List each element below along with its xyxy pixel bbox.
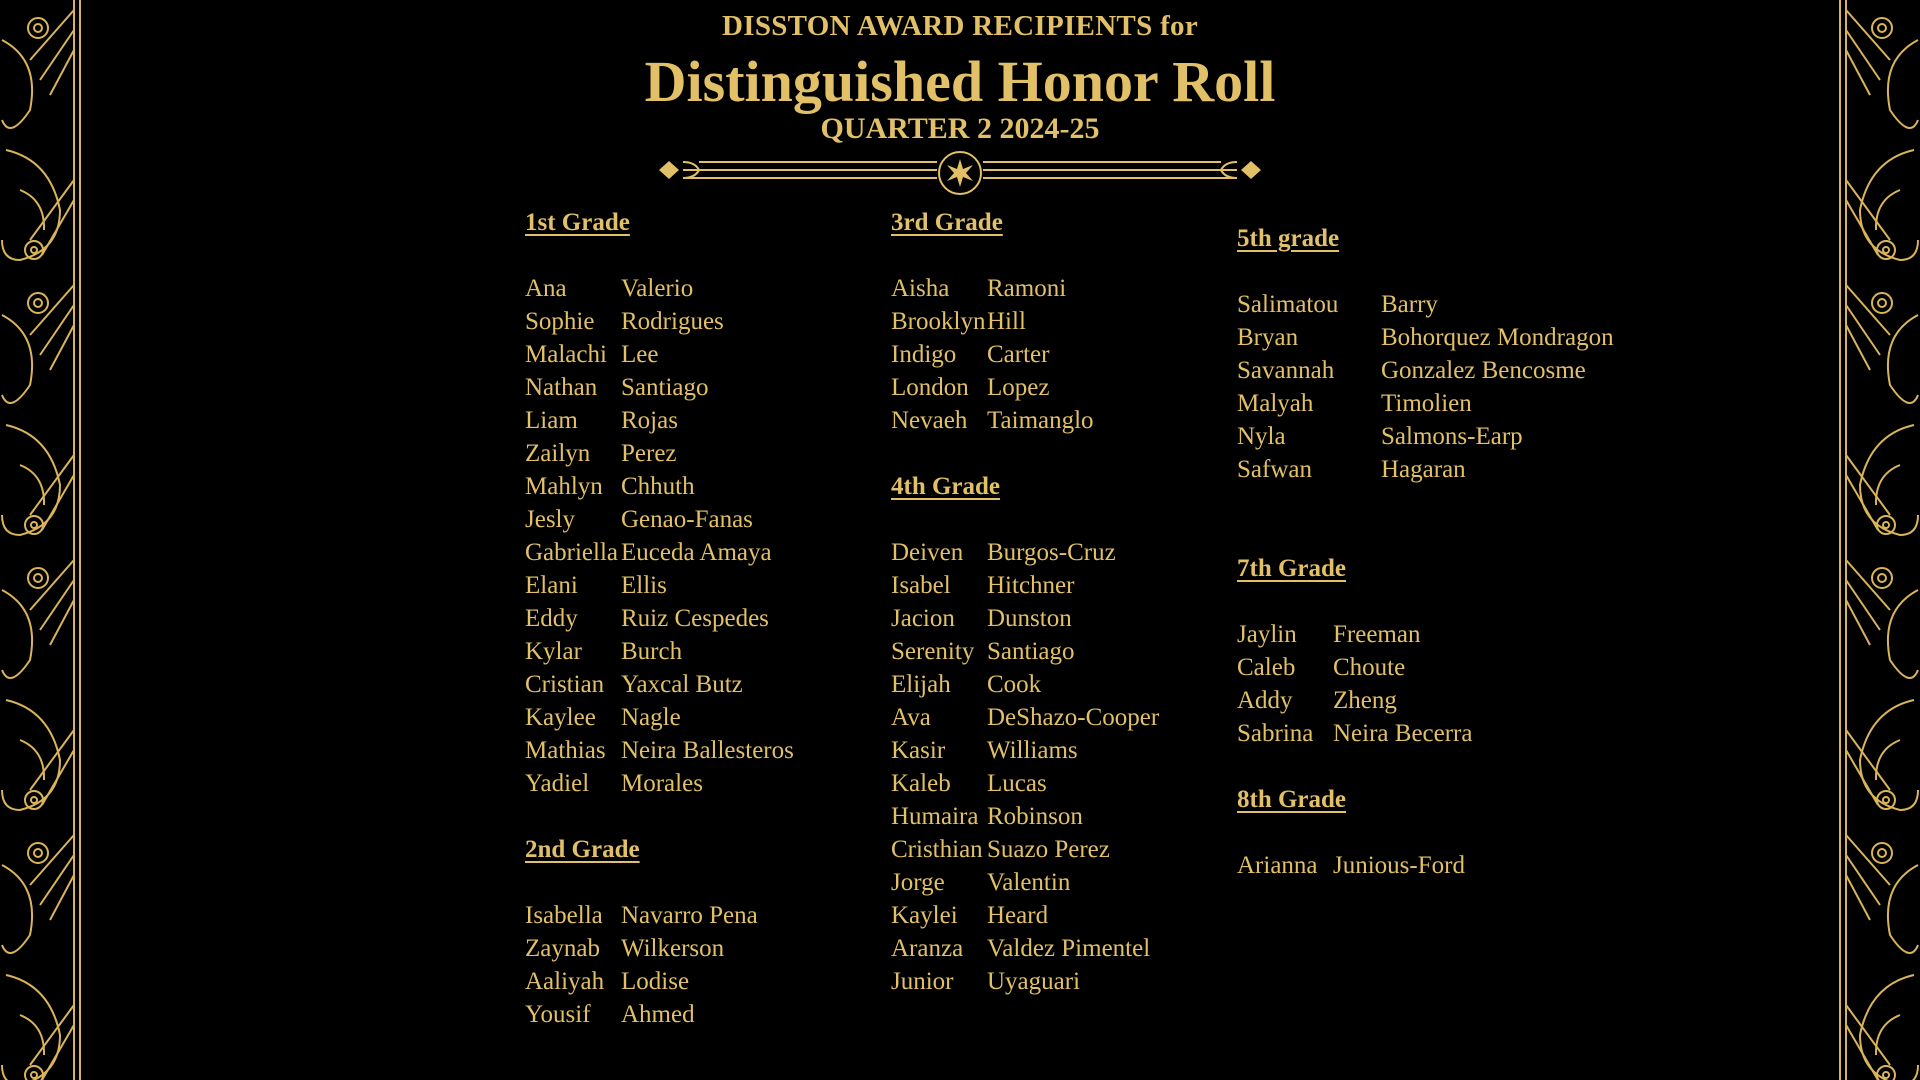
student-last-name: Neira Ballesteros — [621, 737, 794, 764]
student-row — [1237, 387, 1614, 420]
student-row — [891, 404, 1159, 437]
student-first-name: Zaynab — [525, 935, 600, 962]
student-row — [525, 569, 794, 602]
grade-section-4th — [891, 470, 1159, 998]
student-last-name: Valdez Pimentel — [987, 935, 1151, 962]
student-list — [891, 536, 1159, 998]
ornamental-divider — [655, 150, 1265, 196]
student-row — [1237, 651, 1614, 684]
student-first-name: Cristian — [525, 671, 605, 698]
student-last-name: Ellis — [621, 572, 667, 599]
student-last-name: DeShazo-Cooper — [987, 704, 1160, 731]
student-row — [891, 338, 1159, 371]
student-row — [1237, 420, 1614, 453]
student-row — [525, 899, 794, 932]
student-last-name: Williams — [987, 737, 1078, 764]
student-row — [891, 833, 1159, 866]
student-row — [525, 470, 794, 503]
student-last-name: Timolien — [1381, 390, 1472, 417]
student-last-name: Bohorquez Mondragon — [1381, 324, 1614, 351]
student-first-name: Bryan — [1237, 324, 1299, 351]
student-row — [1237, 849, 1614, 882]
student-first-name: Yadiel — [525, 770, 590, 797]
student-last-name: Rodrigues — [621, 308, 724, 335]
grade-section-3rd — [891, 206, 1159, 437]
student-row — [525, 767, 794, 800]
student-last-name: Valentin — [987, 869, 1071, 896]
student-first-name: Jacion — [891, 605, 955, 632]
student-first-name: Gabriella — [525, 539, 619, 566]
student-first-name: Salimatou — [1237, 291, 1339, 318]
student-first-name: London — [891, 374, 969, 401]
student-last-name: Hagaran — [1381, 456, 1466, 483]
column-3 — [1237, 222, 1614, 915]
student-first-name: Indigo — [891, 341, 957, 368]
student-last-name: Morales — [621, 770, 703, 797]
student-first-name: Ana — [525, 275, 567, 302]
student-first-name: Caleb — [1237, 654, 1296, 681]
pre-title-caps: DISSTON AWARD RECIPIENTS — [721, 10, 1153, 42]
student-first-name: Serenity — [891, 638, 975, 665]
student-last-name: Robinson — [987, 803, 1083, 830]
grade-heading: 7th Grade — [1237, 555, 1347, 582]
student-last-name: Hitchner — [987, 572, 1075, 599]
student-last-name: Perez — [621, 440, 677, 467]
student-last-name: Salmons-Earp — [1381, 423, 1523, 450]
student-list — [1237, 618, 1614, 750]
student-row — [1237, 321, 1614, 354]
student-first-name: Jorge — [891, 869, 945, 896]
grade-heading: 3rd Grade — [891, 209, 1003, 236]
student-first-name: Brooklyn — [891, 308, 986, 335]
student-first-name: Nathan — [525, 374, 598, 401]
student-last-name: Lopez — [987, 374, 1050, 401]
right-ornamental-border — [1836, 0, 1920, 1080]
page-subtitle: QUARTER 2 2024-25 — [820, 112, 1100, 145]
student-row — [525, 371, 794, 404]
student-row — [891, 569, 1159, 602]
student-first-name: Mathias — [525, 737, 606, 764]
grade-section-1st — [525, 206, 794, 800]
student-last-name: Carter — [987, 341, 1050, 368]
student-first-name: Yousif — [525, 1001, 591, 1028]
student-first-name: Kaylei — [891, 902, 958, 929]
student-last-name: Valerio — [621, 275, 694, 302]
student-row — [525, 437, 794, 470]
student-row — [891, 866, 1159, 899]
grade-section-5th — [1237, 222, 1614, 486]
student-first-name: Arianna — [1237, 852, 1318, 879]
student-first-name: Nyla — [1237, 423, 1286, 450]
student-row — [891, 899, 1159, 932]
student-row — [525, 305, 794, 338]
student-last-name: Santiago — [621, 374, 709, 401]
student-last-name: Burch — [621, 638, 683, 665]
student-first-name: Savannah — [1237, 357, 1335, 384]
grade-heading: 8th Grade — [1237, 786, 1347, 813]
grade-heading: 1st Grade — [525, 209, 630, 236]
student-first-name: Aisha — [891, 275, 950, 302]
student-first-name: Kasir — [891, 737, 946, 764]
student-last-name: Neira Becerra — [1333, 720, 1473, 747]
grade-section-8th — [1237, 783, 1614, 882]
left-ornamental-border — [0, 0, 84, 1080]
student-row — [891, 602, 1159, 635]
student-row — [525, 998, 794, 1031]
student-row — [891, 932, 1159, 965]
student-last-name: Chhuth — [621, 473, 695, 500]
student-row — [1237, 717, 1614, 750]
student-first-name: Aranza — [891, 935, 964, 962]
page-title: Distinguished Honor Roll — [644, 49, 1276, 114]
student-row — [525, 932, 794, 965]
student-last-name: Genao-Fanas — [621, 506, 753, 533]
student-last-name: Lodise — [621, 968, 690, 995]
student-last-name: Dunston — [987, 605, 1072, 632]
student-row — [891, 767, 1159, 800]
student-last-name: Ahmed — [621, 1001, 695, 1028]
grade-section-7th — [1237, 552, 1614, 750]
student-last-name: Suazo Perez — [987, 836, 1110, 863]
student-row — [525, 734, 794, 767]
student-last-name: Freeman — [1333, 621, 1421, 648]
student-row — [525, 668, 794, 701]
student-row — [891, 965, 1159, 998]
student-first-name: Ava — [891, 704, 931, 731]
student-last-name: Nagle — [621, 704, 681, 731]
student-first-name: Jesly — [525, 506, 575, 533]
grade-section-2nd — [525, 833, 794, 1031]
student-first-name: Aaliyah — [525, 968, 605, 995]
student-row — [891, 272, 1159, 305]
student-first-name: Kaylee — [525, 704, 596, 731]
student-last-name: Ruiz Cespedes — [621, 605, 769, 632]
student-last-name: Lee — [621, 341, 659, 368]
grade-heading: 5th grade — [1237, 225, 1340, 252]
student-last-name: Junious-Ford — [1333, 852, 1465, 879]
student-last-name: Santiago — [987, 638, 1075, 665]
student-row — [1237, 288, 1614, 321]
student-first-name: Nevaeh — [891, 407, 968, 434]
student-row — [1237, 618, 1614, 651]
column-2 — [891, 206, 1159, 1031]
student-last-name: Ramoni — [987, 275, 1067, 302]
student-first-name: Isabella — [525, 902, 603, 929]
student-last-name: Gonzalez Bencosme — [1381, 357, 1586, 384]
student-last-name: Cook — [987, 671, 1042, 698]
grade-heading: 2nd Grade — [525, 836, 640, 863]
student-row — [1237, 684, 1614, 717]
student-row — [1237, 453, 1614, 486]
student-first-name: Malyah — [1237, 390, 1314, 417]
student-first-name: Elani — [525, 572, 578, 599]
student-row — [525, 503, 794, 536]
grade-heading: 4th Grade — [891, 473, 1001, 500]
student-row — [525, 404, 794, 437]
pre-title-for: for — [1160, 10, 1199, 42]
student-list — [525, 899, 794, 1031]
student-first-name: Sabrina — [1237, 720, 1314, 747]
student-first-name: Kylar — [525, 638, 582, 665]
student-row — [525, 272, 794, 305]
student-row — [525, 701, 794, 734]
student-list — [891, 272, 1159, 437]
student-first-name: Malachi — [525, 341, 607, 368]
student-row — [525, 965, 794, 998]
student-last-name: Barry — [1381, 291, 1438, 318]
student-row — [525, 635, 794, 668]
student-last-name: Zheng — [1333, 687, 1397, 714]
student-list — [1237, 849, 1614, 882]
student-first-name: Addy — [1237, 687, 1293, 714]
student-first-name: Kaleb — [891, 770, 951, 797]
student-first-name: Deiven — [891, 539, 964, 566]
student-last-name: Burgos-Cruz — [987, 539, 1116, 566]
student-row — [891, 635, 1159, 668]
student-row — [891, 371, 1159, 404]
student-last-name: Choute — [1333, 654, 1406, 681]
student-last-name: Wilkerson — [621, 935, 725, 962]
student-last-name: Taimanglo — [987, 407, 1094, 434]
student-first-name: Zailyn — [525, 440, 591, 467]
student-first-name: Humaira — [891, 803, 979, 830]
student-row — [525, 338, 794, 371]
student-first-name: Isabel — [891, 572, 951, 599]
student-first-name: Liam — [525, 407, 578, 434]
column-1 — [525, 206, 794, 1064]
student-row — [1237, 354, 1614, 387]
student-first-name: Elijah — [891, 671, 951, 698]
student-row — [891, 305, 1159, 338]
student-last-name: Hill — [987, 308, 1026, 335]
student-first-name: Sophie — [525, 308, 595, 335]
student-last-name: Euceda Amaya — [621, 539, 772, 566]
student-row — [891, 800, 1159, 833]
student-first-name: Junior — [891, 968, 954, 995]
student-first-name: Safwan — [1237, 456, 1312, 483]
student-list — [525, 272, 794, 800]
student-last-name: Yaxcal Butz — [621, 671, 743, 698]
student-last-name: Navarro Pena — [621, 902, 758, 929]
student-first-name: Cristhian — [891, 836, 983, 863]
student-last-name: Heard — [987, 902, 1049, 929]
student-row — [891, 701, 1159, 734]
student-list — [1237, 288, 1614, 486]
student-row — [525, 602, 794, 635]
student-last-name: Rojas — [621, 407, 678, 434]
student-last-name: Lucas — [987, 770, 1047, 797]
student-row — [891, 668, 1159, 701]
student-row — [891, 536, 1159, 569]
student-row — [525, 536, 794, 569]
pre-title — [0, 10, 1920, 43]
student-first-name: Jaylin — [1237, 621, 1297, 648]
student-row — [891, 734, 1159, 767]
student-last-name: Uyaguari — [987, 968, 1081, 995]
student-first-name: Mahlyn — [525, 473, 603, 500]
student-first-name: Eddy — [525, 605, 578, 632]
